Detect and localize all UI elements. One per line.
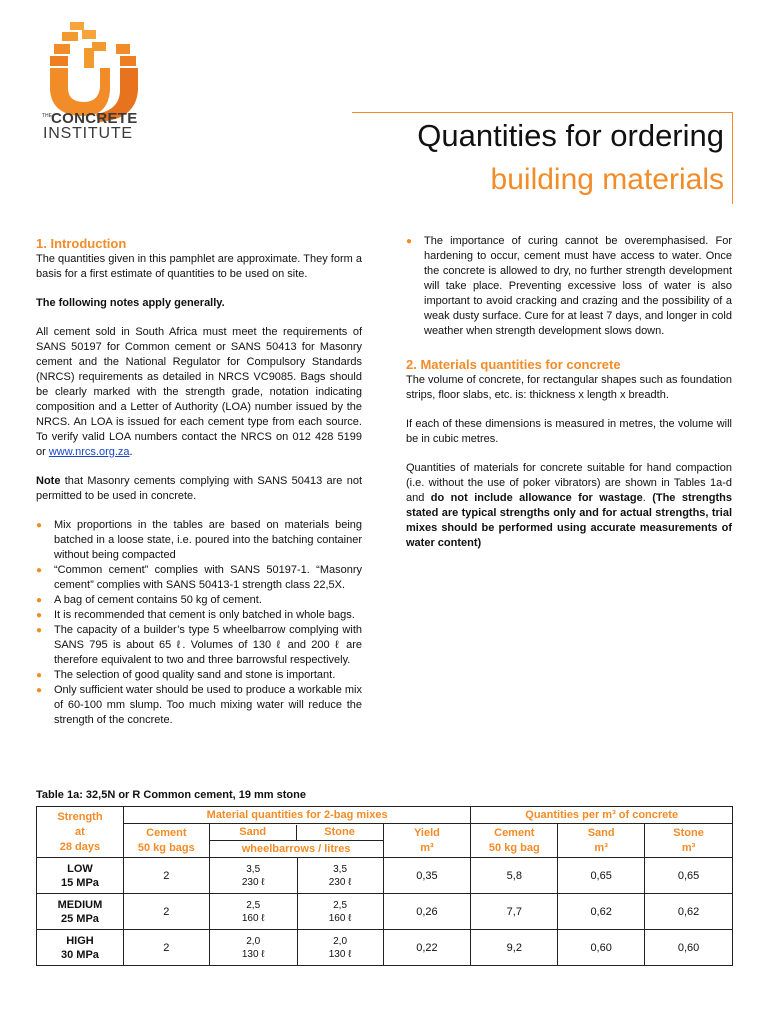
logo-the: THE [42, 113, 52, 119]
sand-litres: 130 ℓ [241, 948, 265, 960]
bullet-icon: ● [36, 520, 43, 531]
list-item [36, 593, 362, 608]
table-row [37, 858, 733, 894]
quantities-table [36, 806, 733, 966]
intro-p2: The following notes apply generally. [36, 297, 225, 309]
list-item [36, 518, 362, 563]
intro-p3-end: . [129, 446, 133, 458]
header-strength-l3: 28 days [59, 840, 101, 853]
cement-per-m3-cell: 7,7 [471, 894, 558, 930]
header-group-per-m3: Quantities per m³ of concrete [471, 807, 733, 824]
yield-cell: 0,22 [383, 930, 471, 966]
sand-cell [209, 930, 297, 966]
cement-per-m3-cell: 9,2 [471, 930, 558, 966]
stone-cell [297, 858, 383, 894]
bullet-icon: ● [36, 610, 43, 621]
bullet-text: The selection of good quality sand and stone is important. [54, 669, 336, 681]
right-column [406, 234, 732, 565]
bullet-text: It is recommended that cement is only batched in whole bags. [54, 609, 355, 621]
header-sand-per-m3 [558, 824, 645, 858]
header-stone2-l2: m³ [681, 841, 696, 854]
intro-p1: The quantities given in this pamphlet are approximate. They form a basis for a first estimate of quantities to be used on site. [36, 253, 362, 280]
header-stone-per-m3 [645, 824, 733, 858]
bullet-icon: ● [36, 670, 43, 681]
materials-heading: 2. Materials quantities for concrete [406, 357, 621, 372]
intro-p3-text: All cement sold in South Africa must meet the requirements of SANS 50197 for Common cement or SANS 50413 for Masonry cement and the National Regulator for Compulsory Standards (NRCS) requirements as detailed in NRCS VC9085. Bags should be clearly marked with the strength grade, notation indicating composition and a Letter of Authority (LOA) number issued by the NRCS. An LOA is issued for each cement type from each source. To verify valid LOA numbers contact the NRCS on 012 428 5199 or [36, 326, 362, 458]
cement-bags-cell: 2 [123, 894, 209, 930]
header-strength [37, 807, 124, 858]
header-strength-l2: at [75, 825, 85, 838]
intro-bullet-list [36, 518, 362, 728]
table-header-row [37, 807, 733, 824]
bullet-icon: ● [36, 565, 43, 576]
materials-p1: The volume of concrete, for rectangular shapes such as foundation strips, floor slabs, etc. is: thickness x length x breadth. [406, 374, 732, 401]
header-sand-stone [209, 824, 383, 858]
sand-cell [209, 894, 297, 930]
bullet-icon: ● [36, 595, 43, 606]
header-cement [123, 824, 209, 858]
page-title: Quantities for ordering [417, 118, 724, 153]
materials-p3-text: Quantities of materials for concrete suitable for hand compaction (i.e. without the use of poker vibrators) are shown in Tables 1a-d and [406, 462, 732, 504]
yield-cell: 0,26 [383, 894, 471, 930]
yield-cell: 0,35 [383, 858, 471, 894]
strength-cell [37, 894, 124, 930]
header-yield-l1: Yield [413, 826, 440, 839]
strength-mpa: 30 MPa [60, 948, 99, 961]
strength-mpa: 25 MPa [60, 912, 99, 925]
stone-litres: 230 ℓ [328, 876, 352, 888]
bullet-icon: ● [36, 685, 43, 696]
materials-p3 [406, 461, 732, 551]
sand-per-m3-cell: 0,62 [558, 894, 645, 930]
stone-cell [297, 930, 383, 966]
curing-text: The importance of curing cannot be overemphasised. For hardening to occur, cement must have access to water. Once the concrete is allowed to dry, no further strength development will take place. Preventing excessive loss of water is also important to avoid cracking and crazing and the possibility of a weak dusty surface. Cure for at least 7 days, and longer in cold weather when strength development slows down. [424, 235, 732, 337]
logo-line1: CONCRETE [51, 110, 138, 127]
header-stone2-l1: Stone [673, 826, 704, 839]
header-sand2-l1: Sand [587, 826, 615, 839]
list-item [36, 623, 362, 668]
table-caption: Table 1a: 32,5N or R Common cement, 19 mm stone [36, 789, 306, 801]
logo-line2: INSTITUTE [43, 125, 133, 142]
sand-litres: 160 ℓ [241, 912, 265, 924]
stone-per-m3-cell: 0,62 [645, 894, 733, 930]
title-rule-horizontal [352, 112, 733, 113]
nrcs-link[interactable]: www.nrcs.org.za [48, 446, 130, 458]
sand-barrows: 2,5 [246, 899, 261, 911]
note-text: that Masonry cements complying with SANS 50413 are not permitted to be used in concrete. [36, 475, 362, 502]
list-item [406, 234, 732, 339]
cement-bags-cell: 2 [123, 930, 209, 966]
header-cement2-l2: 50 kg bag [488, 841, 540, 854]
left-column [36, 236, 362, 728]
header-yield [383, 824, 471, 858]
stone-barrows: 2,5 [333, 899, 348, 911]
header-cement-per-m3 [471, 824, 558, 858]
table-row [37, 894, 733, 930]
table-subheader-row [37, 824, 733, 858]
intro-p3 [36, 325, 362, 460]
strength-grade: LOW [67, 862, 93, 875]
list-item [36, 608, 362, 623]
stone-barrows: 3,5 [333, 863, 348, 875]
header-cement-l1: Cement [146, 826, 187, 839]
strength-grade: MEDIUM [57, 898, 103, 911]
sand-barrows: 3,5 [246, 863, 261, 875]
title-rule-vertical [732, 112, 733, 204]
cement-per-m3-cell: 5,8 [471, 858, 558, 894]
list-item [36, 563, 362, 593]
header-stone: Stone [324, 825, 355, 838]
bullet-icon: ● [36, 625, 43, 636]
bullet-text: Only sufficient water should be used to produce a workable mix of 60-100 mm slump. Too much mixing water will reduce the strength of the concrete. [54, 684, 362, 726]
sand-litres: 230 ℓ [241, 876, 265, 888]
header-sand2-l2: m³ [594, 841, 608, 854]
list-item [36, 668, 362, 683]
header-wheelbarrows: wheelbarrows / litres [241, 842, 351, 855]
bullet-text: Mix proportions in the tables are based on materials being batched in a loose state, i.e. poured into the batching container without being compacted [54, 519, 362, 561]
intro-heading: 1. Introduction [36, 236, 127, 251]
curing-bullet-list [406, 234, 732, 339]
materials-p3-end: . [642, 492, 646, 504]
bullet-text: A bag of cement contains 50 kg of cement. [54, 594, 262, 606]
header-yield-l2: m³ [420, 841, 434, 854]
materials-p4-bold: (The strengths stated are typical strengths only and for actual strengths, trial mixes should be performed using accurate measurements of water content) [406, 492, 732, 549]
strength-grade: HIGH [66, 934, 94, 947]
stone-litres: 160 ℓ [328, 912, 352, 924]
sand-cell [209, 858, 297, 894]
note-label: Note [36, 475, 61, 487]
intro-note [36, 474, 362, 504]
bullet-icon: ● [406, 236, 413, 247]
sand-per-m3-cell: 0,60 [558, 930, 645, 966]
header-strength-l1: Strength [57, 810, 103, 823]
strength-mpa: 15 MPa [60, 876, 99, 889]
stone-barrows: 2,0 [333, 935, 348, 947]
sand-barrows: 2,0 [246, 935, 261, 947]
stone-per-m3-cell: 0,60 [645, 930, 733, 966]
list-item [36, 683, 362, 728]
sand-per-m3-cell: 0,65 [558, 858, 645, 894]
strength-cell [37, 930, 124, 966]
header-cement2-l1: Cement [494, 826, 535, 839]
stone-litres: 130 ℓ [328, 948, 352, 960]
stone-cell [297, 894, 383, 930]
cement-bags-cell: 2 [123, 858, 209, 894]
header-group-2bag: Material quantities for 2-bag mixes [123, 807, 470, 824]
page-subtitle: building materials [490, 163, 724, 196]
header-sand: Sand [210, 825, 297, 840]
strength-cell [37, 858, 124, 894]
materials-p3-bold: do not include allowance for wastage [430, 492, 643, 504]
materials-p2: If each of these dimensions is measured in metres, the volume will be in cubic metres. [406, 418, 732, 445]
bullet-text: “Common cement” complies with SANS 50197-1. “Masonry cement” complies with SANS 50413-1 strength class 22,5X. [54, 564, 362, 591]
header-cement-l2: 50 kg bags [137, 841, 195, 854]
bullet-text: The capacity of a builder’s type 5 wheelbarrow complying with SANS 795 is about 65 ℓ. Volumes of 130 ℓ and 200 ℓ are therefore equivalent to two and three barrowsful respectively. [54, 624, 362, 666]
table-row [37, 930, 733, 966]
stone-per-m3-cell: 0,65 [645, 858, 733, 894]
